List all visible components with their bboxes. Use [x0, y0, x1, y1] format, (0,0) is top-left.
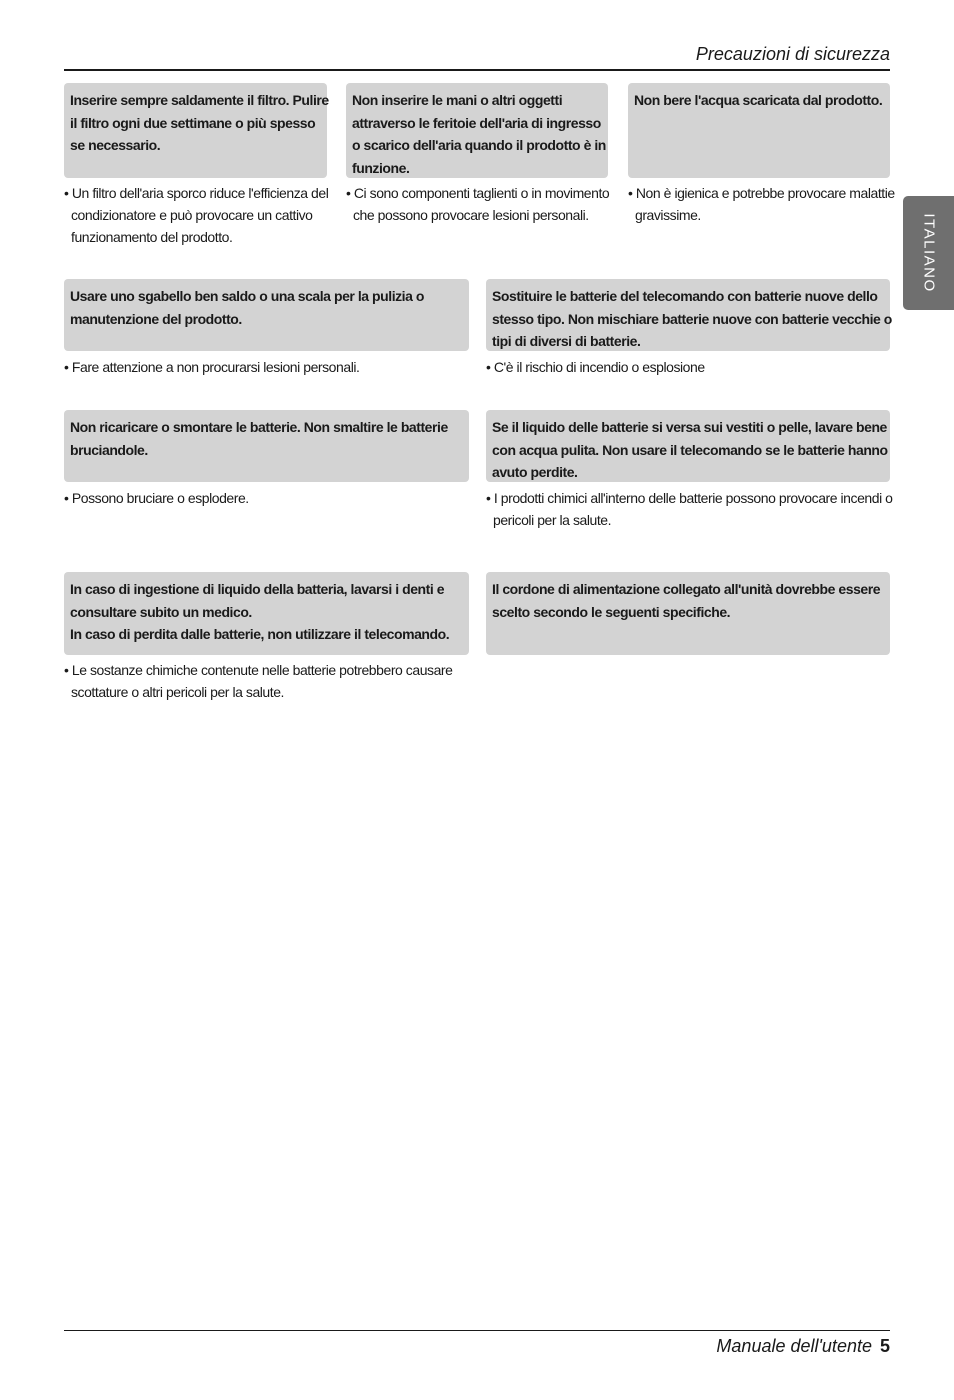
footer — [716, 1336, 890, 1357]
footer-label: Manuale dell'utente — [716, 1336, 872, 1356]
note-text: • I prodotti chimici all'interno delle batterie possono provocare incendi o — [486, 490, 893, 506]
precaution-box — [64, 410, 469, 482]
precaution-text: con acqua pulita. Non usare il telecomando se le batterie hanno — [492, 441, 888, 458]
precaution-note — [486, 487, 893, 531]
precaution-note — [64, 182, 328, 248]
precaution-text: manutenzione del prodotto. — [70, 310, 242, 327]
language-tab — [903, 196, 954, 310]
precaution-text: se necessario. — [70, 137, 161, 153]
precaution-note — [486, 356, 705, 378]
precaution-box — [346, 83, 608, 178]
note-text: • C'è il rischio di incendio o esplosione — [486, 359, 705, 375]
precaution-text: Sostituire le batterie del telecomando con batterie nuove dello — [492, 288, 878, 304]
note-text: • Ci sono componenti taglienti o in movimento — [346, 185, 610, 201]
note-text: condizionatore e può provocare un cattivo — [71, 207, 313, 223]
precaution-text: stesso tipo. Non mischiare batterie nuove con batterie vecchie o — [492, 310, 892, 327]
precaution-box — [64, 279, 469, 351]
precaution-note — [346, 182, 609, 226]
precaution-box — [486, 410, 890, 482]
precaution-text: attraverso le feritoie dell'aria di ingresso — [352, 114, 601, 131]
precaution-box — [64, 83, 327, 178]
precaution-box — [486, 572, 890, 655]
precaution-text: Se il liquido delle batterie si versa sui vestiti o pelle, lavare bene — [492, 419, 887, 435]
precaution-text: funzione. — [352, 159, 410, 176]
note-text: • Non è igienica e potrebbe provocare malattie — [628, 185, 895, 201]
note-text: gravissime. — [635, 207, 701, 223]
precaution-box — [628, 83, 890, 178]
header-rule — [64, 69, 890, 71]
footer-rule — [64, 1330, 890, 1331]
precaution-text: Non ricaricare o smontare le batterie. Non smaltire le batterie — [70, 419, 448, 435]
precaution-note — [64, 487, 249, 509]
precaution-text: Non inserire le mani o altri oggetti — [352, 92, 563, 108]
precaution-text: Inserire sempre saldamente il filtro. Pulire — [70, 92, 329, 108]
precaution-text: il filtro ogni due settimane o più spesso — [70, 114, 316, 131]
note-text: • Un filtro dell'aria sporco riduce l'efficienza del — [64, 185, 329, 201]
note-text: • Possono bruciare o esplodere. — [64, 490, 249, 506]
precaution-text: tipi di diversi di batterie. — [492, 333, 641, 349]
page-number: 5 — [879, 1336, 890, 1356]
note-text: • Fare attenzione a non procurarsi lesioni personali. — [64, 359, 360, 375]
precaution-text: scelto secondo le seguenti specifiche. — [492, 603, 731, 620]
precaution-box — [64, 572, 469, 655]
precaution-text: In caso di ingestione di liquido della batteria, lavarsi i denti e — [70, 581, 445, 597]
precaution-note — [64, 659, 452, 703]
note-text: scottature o altri pericoli per la salute. — [71, 684, 284, 700]
note-text: funzionamento del prodotto. — [71, 229, 233, 245]
note-text: pericoli per la salute. — [493, 512, 612, 528]
language-tab-label: ITALIANO — [920, 213, 937, 293]
precaution-text: Non bere l'acqua scaricata dal prodotto. — [634, 92, 883, 108]
precaution-note — [628, 182, 895, 226]
note-text: • Le sostanze chimiche contenute nelle batterie potrebbero causare — [64, 662, 453, 678]
precaution-text: o scarico dell'aria quando il prodotto è in — [352, 137, 606, 153]
note-text: che possono provocare lesioni personali. — [353, 207, 589, 223]
precaution-box — [486, 279, 890, 351]
precaution-text: In caso di perdita dalle batterie, non utilizzare il telecomando. — [70, 626, 450, 642]
precaution-text: Usare uno sgabello ben saldo o una scala per la pulizia o — [70, 288, 425, 304]
section-title: Precauzioni di sicurezza — [695, 44, 890, 64]
precaution-text: avuto perdite. — [492, 464, 578, 480]
precaution-text: bruciandole. — [70, 441, 148, 458]
precaution-text: Il cordone di alimentazione collegato all'unità dovrebbe essere — [492, 581, 881, 597]
precaution-text: consultare subito un medico. — [70, 603, 252, 620]
precaution-note — [64, 356, 359, 378]
